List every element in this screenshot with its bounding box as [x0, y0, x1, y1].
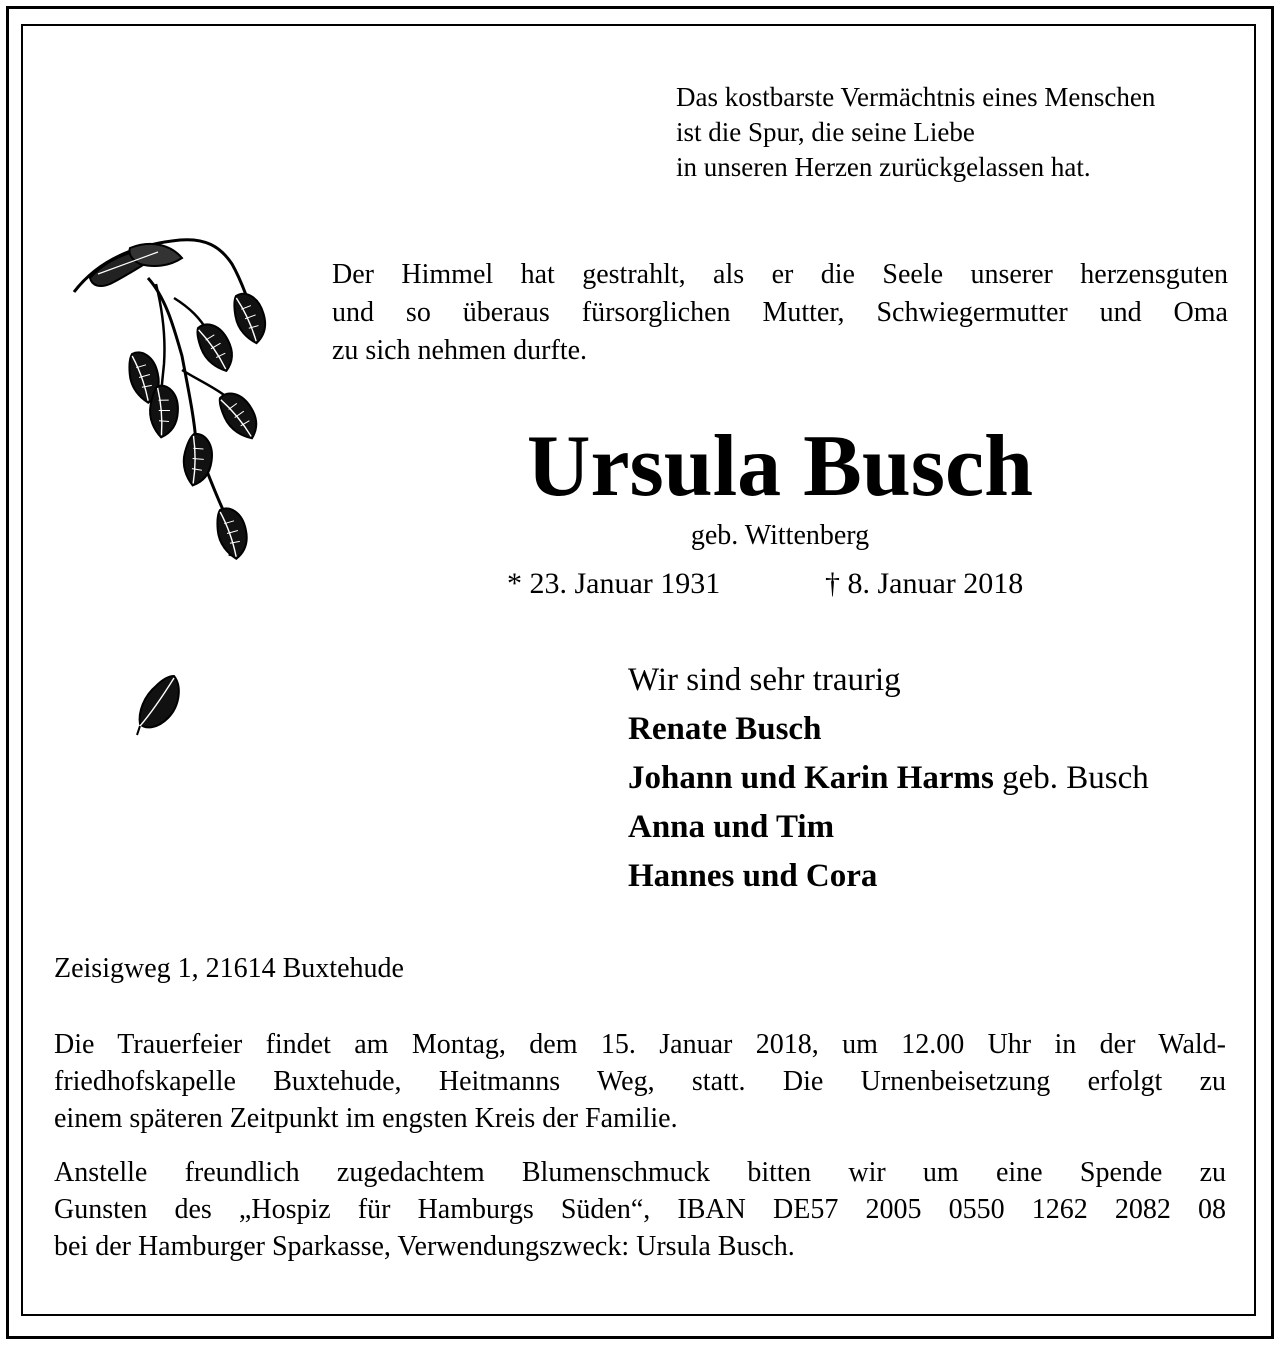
motto-line: ist die Spur, die seine Liebe [676, 117, 975, 147]
death-date: † 8. Januar 2018 [825, 567, 1024, 600]
intro-line: zu sich nehmen durfte. [332, 335, 588, 366]
deceased-name: Ursula Busch [526, 418, 1034, 515]
maiden-name: geb. Wittenberg [690, 520, 870, 551]
donation-line: Anstelle freundlich zugedachtem Blumenschmuck bitten wir um eine Spende zu [54, 1157, 1226, 1188]
funeral-line: einem späteren Zeitpunkt im engsten Kreis der Familie. [54, 1103, 678, 1134]
motto-quote [676, 80, 1155, 185]
mourner-name: Johann und Karin Harms [628, 760, 994, 796]
mourner-line [628, 754, 1149, 803]
birth-date: * 23. Januar 1931 [507, 567, 721, 600]
falling-leaf-icon [134, 672, 184, 738]
mourner-name: Hannes und Cora [628, 858, 878, 894]
intro-line: Der Himmel hat gestrahlt, als er die Seele unserer herzensguten [332, 259, 1228, 290]
donation-line: Gunsten des „Hospiz für Hamburgs Süden“, IBAN DE57 2005 0550 1262 2082 08 [54, 1194, 1226, 1225]
mourner-name: Renate Busch [628, 711, 822, 747]
motto-line: in unseren Herzen zurückgelassen hat. [676, 152, 1091, 182]
leaf-branch-icon [70, 238, 280, 568]
address: Zeisigweg 1, 21614 Buxtehude [54, 953, 404, 984]
mourner-name: Anna und Tim [628, 809, 835, 845]
mourner-note: geb. Busch [993, 760, 1149, 796]
mourners-list [628, 656, 1149, 901]
funeral-notice [54, 1026, 1226, 1137]
donation-notice [54, 1154, 1226, 1265]
funeral-line: Die Trauerfeier findet am Montag, dem 15. Januar 2018, um 12.00 Uhr in der Wald- [54, 1029, 1226, 1060]
donation-line: bei der Hamburger Sparkasse, Verwendungszweck: Ursula Busch. [54, 1231, 795, 1262]
intro-text [332, 256, 1228, 370]
intro-line: und so überaus fürsorglichen Mutter, Schwiegermutter und Oma [332, 297, 1228, 328]
motto-line: Das kostbarste Vermächtnis eines Menschen [676, 82, 1156, 112]
funeral-line: friedhofskapelle Buxtehude, Heitmanns Weg, statt. Die Urnenbeisetzung erfolgt zu [54, 1066, 1226, 1097]
mourners-intro: Wir sind sehr traurig [628, 662, 901, 698]
